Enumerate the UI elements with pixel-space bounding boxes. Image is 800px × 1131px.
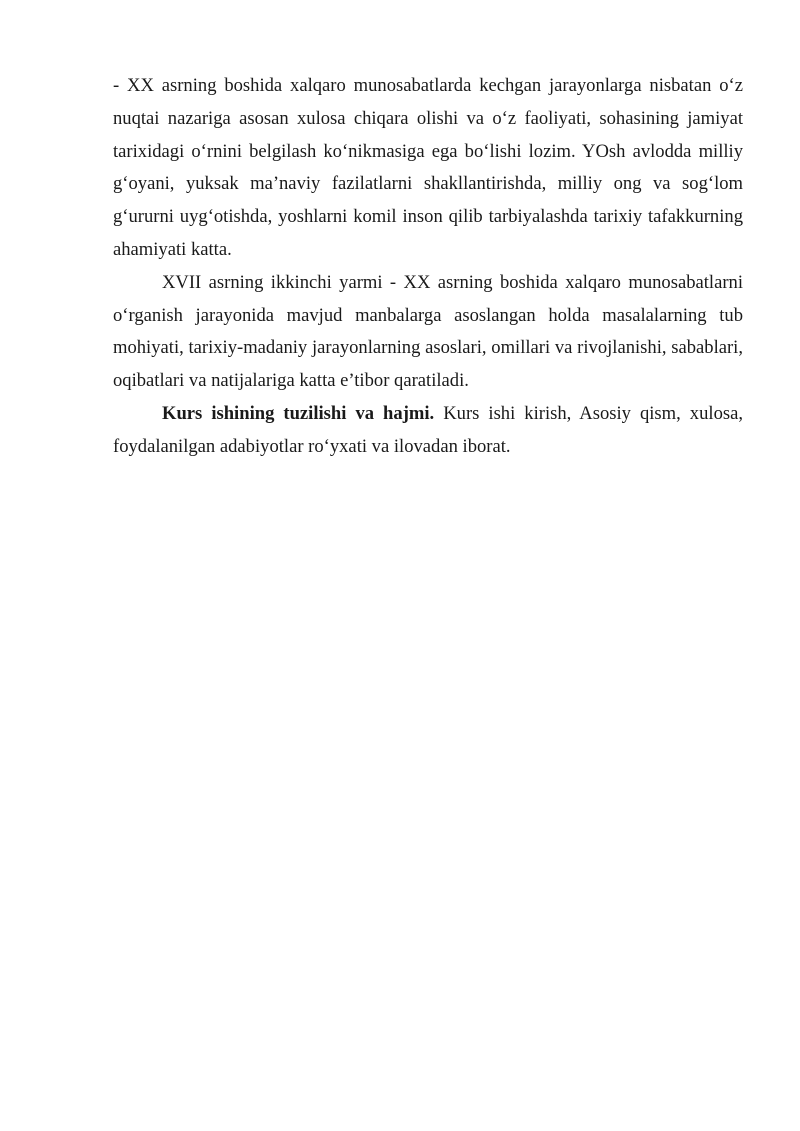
paragraph-xvii-century: XVII asrning ikkinchi yarmi - XX asrning boshida xalqaro munosabatlarni o‘rganish jarayonida mavjud manbalarga asoslangan holda masalalarning tub mohiyati, tarixiy-madaniy jarayonlarning asoslari, omillari va rivojlanishi, sabablari, oqibatlari va natijalariga katta e’tibor qaratiladi. [113, 271, 743, 392]
paragraph-course-structure [113, 398, 743, 464]
body-text [113, 70, 743, 464]
course-structure-heading: Kurs ishining tuzilishi va hajmi. [162, 402, 435, 424]
paragraph-continuation: - XX asrning boshida xalqaro munosabatlarda kechgan jarayonlarga nisbatan o‘z nuqtai nazariga asosan xulosa chiqara olishi va o‘z faoliyati, sohasining jamiyat tarixidagi o‘rnini belgilash ko‘nikmasiga ega bo‘lishi lozim. YOsh avlodda milliy g‘oyani, yuksak ma’naviy fazilatlarni shakllantirishda, milliy ong va sog‘lom g‘ururni uyg‘otishda, yoshlarni komil inson qilib tarbiyalashda tarixiy tafakkurning ahamiyati katta. [113, 75, 743, 260]
course-structure-text: Kurs ishi kirish, Asosiy qism, xulosa, foydalanilgan adabiyotlar ro‘yxati va ilovadan iborat. [113, 402, 743, 457]
